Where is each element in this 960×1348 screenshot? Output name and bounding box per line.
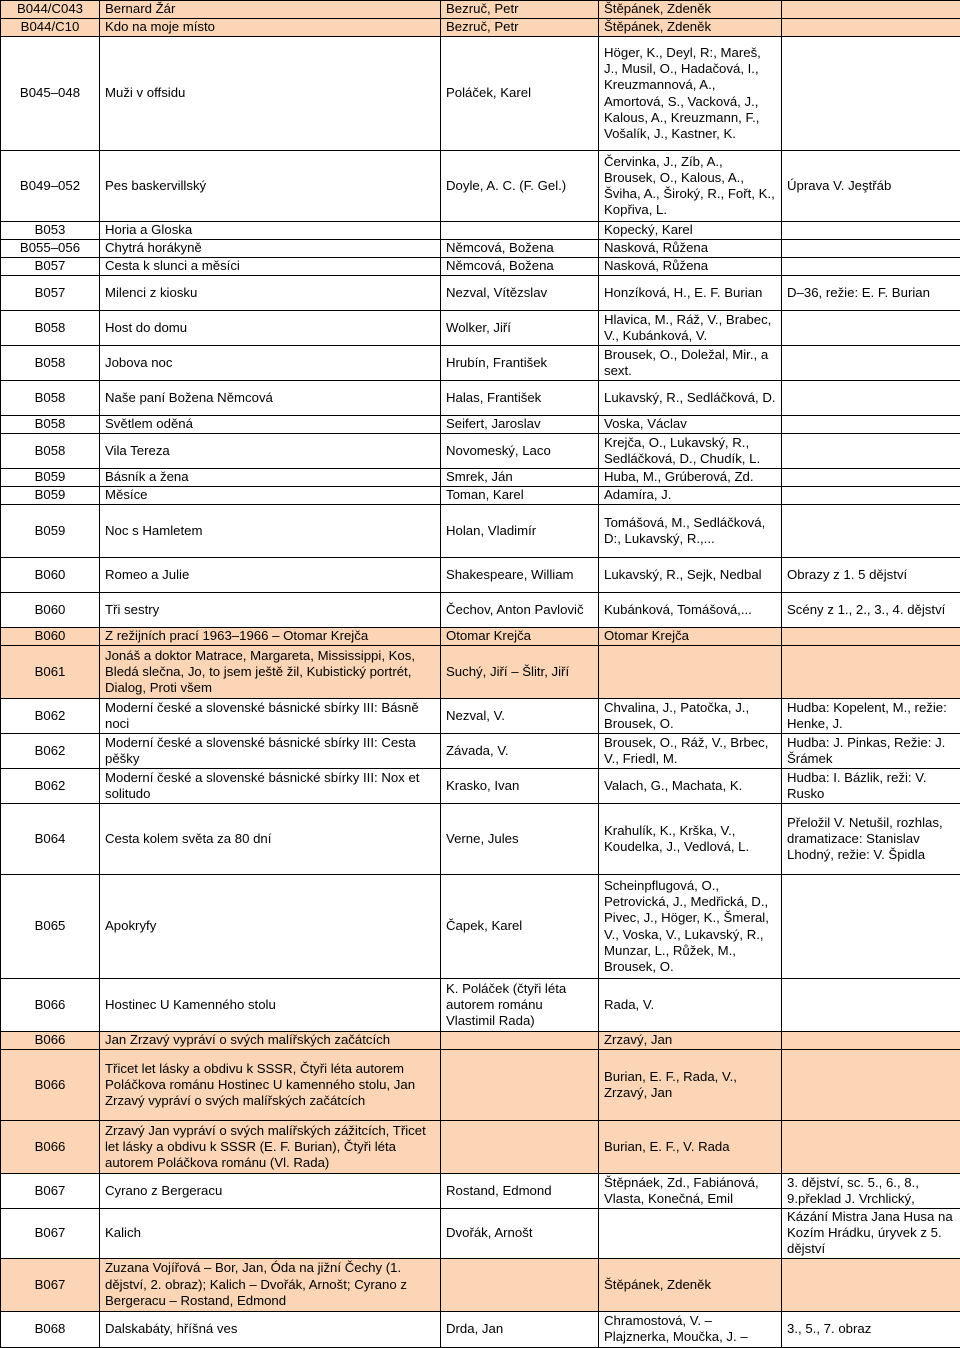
table-row — [1, 1050, 960, 1121]
table-row — [1, 1209, 960, 1259]
cell-title: Básník a žena — [100, 469, 441, 487]
table-row — [1, 381, 960, 416]
cell-note: Úprava V. Jeştřáb — [782, 151, 960, 222]
cell-title: Milenci z kiosku — [100, 276, 441, 311]
cell-author: Smrek, Ján — [441, 469, 599, 487]
cell-title: Host do domu — [100, 311, 441, 346]
cell-cast: Brousek, O., Doležal, Mir., a sext. — [599, 346, 782, 381]
cell-cast: Otomar Krejča — [599, 628, 782, 646]
cell-cast: Rada, V. — [599, 979, 782, 1032]
cell-note: Obrazy z 1. 5 dějství — [782, 558, 960, 593]
table-row — [1, 875, 960, 979]
cell-author: Nezval, Vítězslav — [441, 276, 599, 311]
cell-code: B067 — [1, 1258, 100, 1311]
cell-title: Kdo na moje místo — [100, 19, 441, 37]
table-row — [1, 258, 960, 276]
cell-cast: Tomášová, M., Sedláčková, D:, Lukavský, R.,... — [599, 505, 782, 558]
cell-note — [782, 1121, 960, 1174]
cell-cast: Lukavský, R., Sejk, Nedbal — [599, 558, 782, 593]
cell-note: 3. dějství, sc. 5., 6., 8., 9.překlad J. Vrchlický, — [782, 1174, 960, 1209]
table-row — [1, 699, 960, 734]
cell-note: D–36, režie: E. F. Burian — [782, 276, 960, 311]
cell-author: Halas, František — [441, 381, 599, 416]
table-row — [1, 1258, 960, 1311]
cell-title: Apokryfy — [100, 875, 441, 979]
table-row — [1, 37, 960, 151]
cell-cast: Huba, M., Grúberová, Zd. — [599, 469, 782, 487]
cell-author — [441, 1121, 599, 1174]
cell-code: B059 — [1, 487, 100, 505]
cell-code: B066 — [1, 1121, 100, 1174]
cell-title: Zuzana Vojířová – Bor, Jan, Óda na jižní Čechy (1. dějství, 2. obraz); Kalich – Dvořák, Arnošt; Cyrano z Bergeracu – Rostand, Edmond — [100, 1258, 441, 1311]
cell-note — [782, 381, 960, 416]
cell-note — [782, 469, 960, 487]
cell-author: Němcová, Božena — [441, 258, 599, 276]
cell-code: B066 — [1, 1050, 100, 1121]
cell-author: Otomar Krejča — [441, 628, 599, 646]
table-row — [1, 1174, 960, 1209]
cell-code: B065 — [1, 875, 100, 979]
cell-cast: Chvalina, J., Patočka, J., Brousek, O. — [599, 699, 782, 734]
cell-note — [782, 416, 960, 434]
table-row — [1, 151, 960, 222]
cell-cast: Nasková, Růžena — [599, 258, 782, 276]
cell-title: Zrzavý Jan vypráví o svých malířských zážitcích, Třicet let lásky a obdivu k SSSR (E. F. Burian), Čtyři léta autorem Poláčkova románu (Vl. Rada) — [100, 1121, 441, 1174]
cell-author: K. Poláček (čtyři léta autorem románu Vlastimil Rada) — [441, 979, 599, 1032]
table-row — [1, 240, 960, 258]
cell-note: Hudba: J. Pinkas, Režie: J. Šrámek — [782, 734, 960, 769]
cell-note — [782, 979, 960, 1032]
cell-title: Chytrá horákyně — [100, 240, 441, 258]
table-row — [1, 1311, 960, 1347]
cell-cast: Krejča, O., Lukavský, R., Sedláčková, D., Chudík, L. — [599, 434, 782, 469]
cell-title: Tři sestry — [100, 593, 441, 628]
cell-author: Nezval, V. — [441, 699, 599, 734]
cell-title: Muži v offsidu — [100, 37, 441, 151]
cell-cast: Zrzavý, Jan — [599, 1032, 782, 1050]
cell-note — [782, 311, 960, 346]
table-row — [1, 222, 960, 240]
cell-cast: Štěpánek, Zdeněk — [599, 19, 782, 37]
cell-cast — [599, 1209, 782, 1259]
cell-author: Bezruč, Petr — [441, 1, 599, 19]
cell-title: Světlem oděná — [100, 416, 441, 434]
table-row — [1, 558, 960, 593]
cell-code: B058 — [1, 311, 100, 346]
cell-cast: Honzíková, H., E. F. Burian — [599, 276, 782, 311]
table-row — [1, 1121, 960, 1174]
cell-code: B067 — [1, 1209, 100, 1259]
cell-author: Bezruč, Petr — [441, 19, 599, 37]
cell-title: Jobova noc — [100, 346, 441, 381]
cell-cast: Nasková, Růžena — [599, 240, 782, 258]
cell-code: B064 — [1, 804, 100, 875]
cell-title: Jonáš a doktor Matrace, Margareta, Mississippi, Kos, Bledá slečna, Jo, to jsem ještě žil, Kubistický portrét, Dialog, Proti všem — [100, 646, 441, 699]
cell-title: Dalskabáty, hříšná ves — [100, 1311, 441, 1347]
cell-cast: Adamíra, J. — [599, 487, 782, 505]
cell-cast: Höger, K., Deyl, R:, Mareš, J., Musil, O., Hadačová, I., Kreuzmannová, A., Amortová, S., Vacková, J., Kalous, A., Kreuzmann, F., Vošalík, J., Kastner, K. — [599, 37, 782, 151]
cell-note: 3., 5., 7. obraz — [782, 1311, 960, 1347]
cell-author — [441, 1050, 599, 1121]
cell-note: Přeložil V. Netušil, rozhlas, dramatizace: Stanislav Lhodný, režie: V. Špidla — [782, 804, 960, 875]
cell-note — [782, 487, 960, 505]
cell-author: Wolker, Jiří — [441, 311, 599, 346]
cell-cast: Kubánková, Tomášová,... — [599, 593, 782, 628]
cell-author: Dvořák, Arnošt — [441, 1209, 599, 1259]
cell-author: Krasko, Ivan — [441, 769, 599, 804]
table-row — [1, 487, 960, 505]
table-row — [1, 19, 960, 37]
cell-note — [782, 37, 960, 151]
cell-title: Moderní české a slovenské básnické sbírky III: Nox et solitudo — [100, 769, 441, 804]
table-row — [1, 593, 960, 628]
cell-title: Cesta kolem světa za 80 dní — [100, 804, 441, 875]
cell-title: Hostinec U Kamenného stolu — [100, 979, 441, 1032]
cell-code: B068 — [1, 1311, 100, 1347]
cell-code: B062 — [1, 699, 100, 734]
table-row — [1, 311, 960, 346]
cell-note — [782, 1032, 960, 1050]
cell-code: B059 — [1, 469, 100, 487]
cell-author — [441, 1032, 599, 1050]
cell-code: B057 — [1, 258, 100, 276]
cell-code: B057 — [1, 276, 100, 311]
cell-note: Scény z 1., 2., 3., 4. dějství — [782, 593, 960, 628]
cell-title: Noc s Hamletem — [100, 505, 441, 558]
cell-code: B055–056 — [1, 240, 100, 258]
table-row — [1, 276, 960, 311]
cell-note — [782, 434, 960, 469]
cell-code: B060 — [1, 593, 100, 628]
cell-cast: Burian, E. F., Rada, V., Zrzavý, Jan — [599, 1050, 782, 1121]
cell-code: B060 — [1, 558, 100, 593]
table-row — [1, 646, 960, 699]
cell-note — [782, 346, 960, 381]
cell-code: B062 — [1, 769, 100, 804]
cell-cast: Štěpánek, Zdeněk — [599, 1, 782, 19]
cell-code: B058 — [1, 381, 100, 416]
cell-code: B066 — [1, 1032, 100, 1050]
cell-title: Bernard Žár — [100, 1, 441, 19]
cell-code: B061 — [1, 646, 100, 699]
cell-author — [441, 1258, 599, 1311]
cell-note — [782, 628, 960, 646]
table-row — [1, 1032, 960, 1050]
cell-note — [782, 1258, 960, 1311]
cell-author: Drda, Jan — [441, 1311, 599, 1347]
cell-code: B058 — [1, 346, 100, 381]
table-row — [1, 505, 960, 558]
cell-code: B044/C10 — [1, 19, 100, 37]
cell-author: Čechov, Anton Pavlovič — [441, 593, 599, 628]
cell-code: B066 — [1, 979, 100, 1032]
cell-author: Verne, Jules — [441, 804, 599, 875]
cell-code: B060 — [1, 628, 100, 646]
cell-cast: Chramostová, V. – Plajznerka, Moučka, J. – — [599, 1311, 782, 1347]
cell-code: B062 — [1, 734, 100, 769]
cell-title: Naše paní Božena Němcová — [100, 381, 441, 416]
cell-author: Závada, V. — [441, 734, 599, 769]
table-row — [1, 434, 960, 469]
cell-note — [782, 19, 960, 37]
cell-note — [782, 1050, 960, 1121]
cell-code: B044/C043 — [1, 1, 100, 19]
cell-cast: Štěpánek, Zdeněk — [599, 1258, 782, 1311]
cell-note — [782, 258, 960, 276]
cell-code: B067 — [1, 1174, 100, 1209]
table-row — [1, 804, 960, 875]
cell-title: Moderní české a slovenské básnické sbírky III: Cesta pěšky — [100, 734, 441, 769]
cell-note: Hudba: I. Bázlik, reži: V. Rusko — [782, 769, 960, 804]
cell-author: Novomeský, Laco — [441, 434, 599, 469]
table-row — [1, 769, 960, 804]
cell-cast: Červinka, J., Zíb, A., Brousek, O., Kalous, A., Šviha, A., Široký, R., Fořt, K., Kopřiva, L. — [599, 151, 782, 222]
table-row — [1, 346, 960, 381]
cell-author: Holan, Vladimír — [441, 505, 599, 558]
cell-cast: Scheinpflugová, O., Petrovická, J., Medřická, D., Pivec, J., Höger, K., Šmeral, V., Voska, V., Lukavský, R., Munzar, L., Růžek, M., Brousek, O. — [599, 875, 782, 979]
table-row — [1, 979, 960, 1032]
cell-author: Poláček, Karel — [441, 37, 599, 151]
cell-author: Rostand, Edmond — [441, 1174, 599, 1209]
cell-cast — [599, 646, 782, 699]
cell-code: B058 — [1, 434, 100, 469]
table-row — [1, 416, 960, 434]
cell-code: B049–052 — [1, 151, 100, 222]
cell-cast: Voska, Václav — [599, 416, 782, 434]
cell-title: Z režijních prací 1963–1966 – Otomar Krejča — [100, 628, 441, 646]
table-row — [1, 1, 960, 19]
cell-cast: Hlavica, M., Ráž, V., Brabec, V., Kubánková, V. — [599, 311, 782, 346]
cell-author: Shakespeare, William — [441, 558, 599, 593]
cell-cast: Lukavský, R., Sedláčková, D. — [599, 381, 782, 416]
cell-cast: Burian, E. F., V. Rada — [599, 1121, 782, 1174]
cell-author: Němcová, Božena — [441, 240, 599, 258]
cell-cast: Valach, G., Machata, K. — [599, 769, 782, 804]
cell-title: Třicet let lásky a obdivu k SSSR, Čtyři léta autorem Poláčkova románu Hostinec U kamenného stolu, Jan Zrzavý vypráví o svých malířských začátcích — [100, 1050, 441, 1121]
cell-author: Doyle, A. C. (F. Gel.) — [441, 151, 599, 222]
cell-code: B053 — [1, 222, 100, 240]
cell-title: Pes baskervillský — [100, 151, 441, 222]
cell-title: Moderní české a slovenské básnické sbírky III: Básně noci — [100, 699, 441, 734]
cell-note — [782, 646, 960, 699]
table-row — [1, 469, 960, 487]
cell-note — [782, 505, 960, 558]
cell-note: Kázání Mistra Jana Husa na Kozím Hrádku, úryvek z 5. dějství — [782, 1209, 960, 1259]
cell-author — [441, 222, 599, 240]
cell-author: Suchý, Jiří – Šlitr, Jiří — [441, 646, 599, 699]
cell-cast: Brousek, O., Ráž, V., Brbec, V., Friedl, M. — [599, 734, 782, 769]
cell-title: Horia a Gloska — [100, 222, 441, 240]
cell-note — [782, 875, 960, 979]
cell-author: Seifert, Jaroslav — [441, 416, 599, 434]
cell-title: Romeo a Julie — [100, 558, 441, 593]
cell-cast: Štěpnáek, Zd., Fabiánová, Vlasta, Konečná, Emil — [599, 1174, 782, 1209]
cell-cast: Krahulík, K., Krška, V., Koudelka, J., Vedlová, L. — [599, 804, 782, 875]
cell-author: Toman, Karel — [441, 487, 599, 505]
cell-title: Jan Zrzavý vypráví o svých malířských začátcích — [100, 1032, 441, 1050]
cell-note — [782, 240, 960, 258]
cell-title: Kalich — [100, 1209, 441, 1259]
cell-note — [782, 222, 960, 240]
cell-author: Hrubín, František — [441, 346, 599, 381]
table-row — [1, 628, 960, 646]
cell-cast: Kopecký, Karel — [599, 222, 782, 240]
cell-title: Vila Tereza — [100, 434, 441, 469]
cell-note — [782, 1, 960, 19]
cell-author: Čapek, Karel — [441, 875, 599, 979]
table-row — [1, 734, 960, 769]
cell-title: Cesta k slunci a měsíci — [100, 258, 441, 276]
cell-code: B058 — [1, 416, 100, 434]
cell-note: Hudba: Kopelent, M., režie: Henke, J. — [782, 699, 960, 734]
cell-code: B059 — [1, 505, 100, 558]
cell-title: Cyrano z Bergeracu — [100, 1174, 441, 1209]
cell-code: B045–048 — [1, 37, 100, 151]
catalog-body — [1, 1, 960, 1348]
cell-title: Měsíce — [100, 487, 441, 505]
